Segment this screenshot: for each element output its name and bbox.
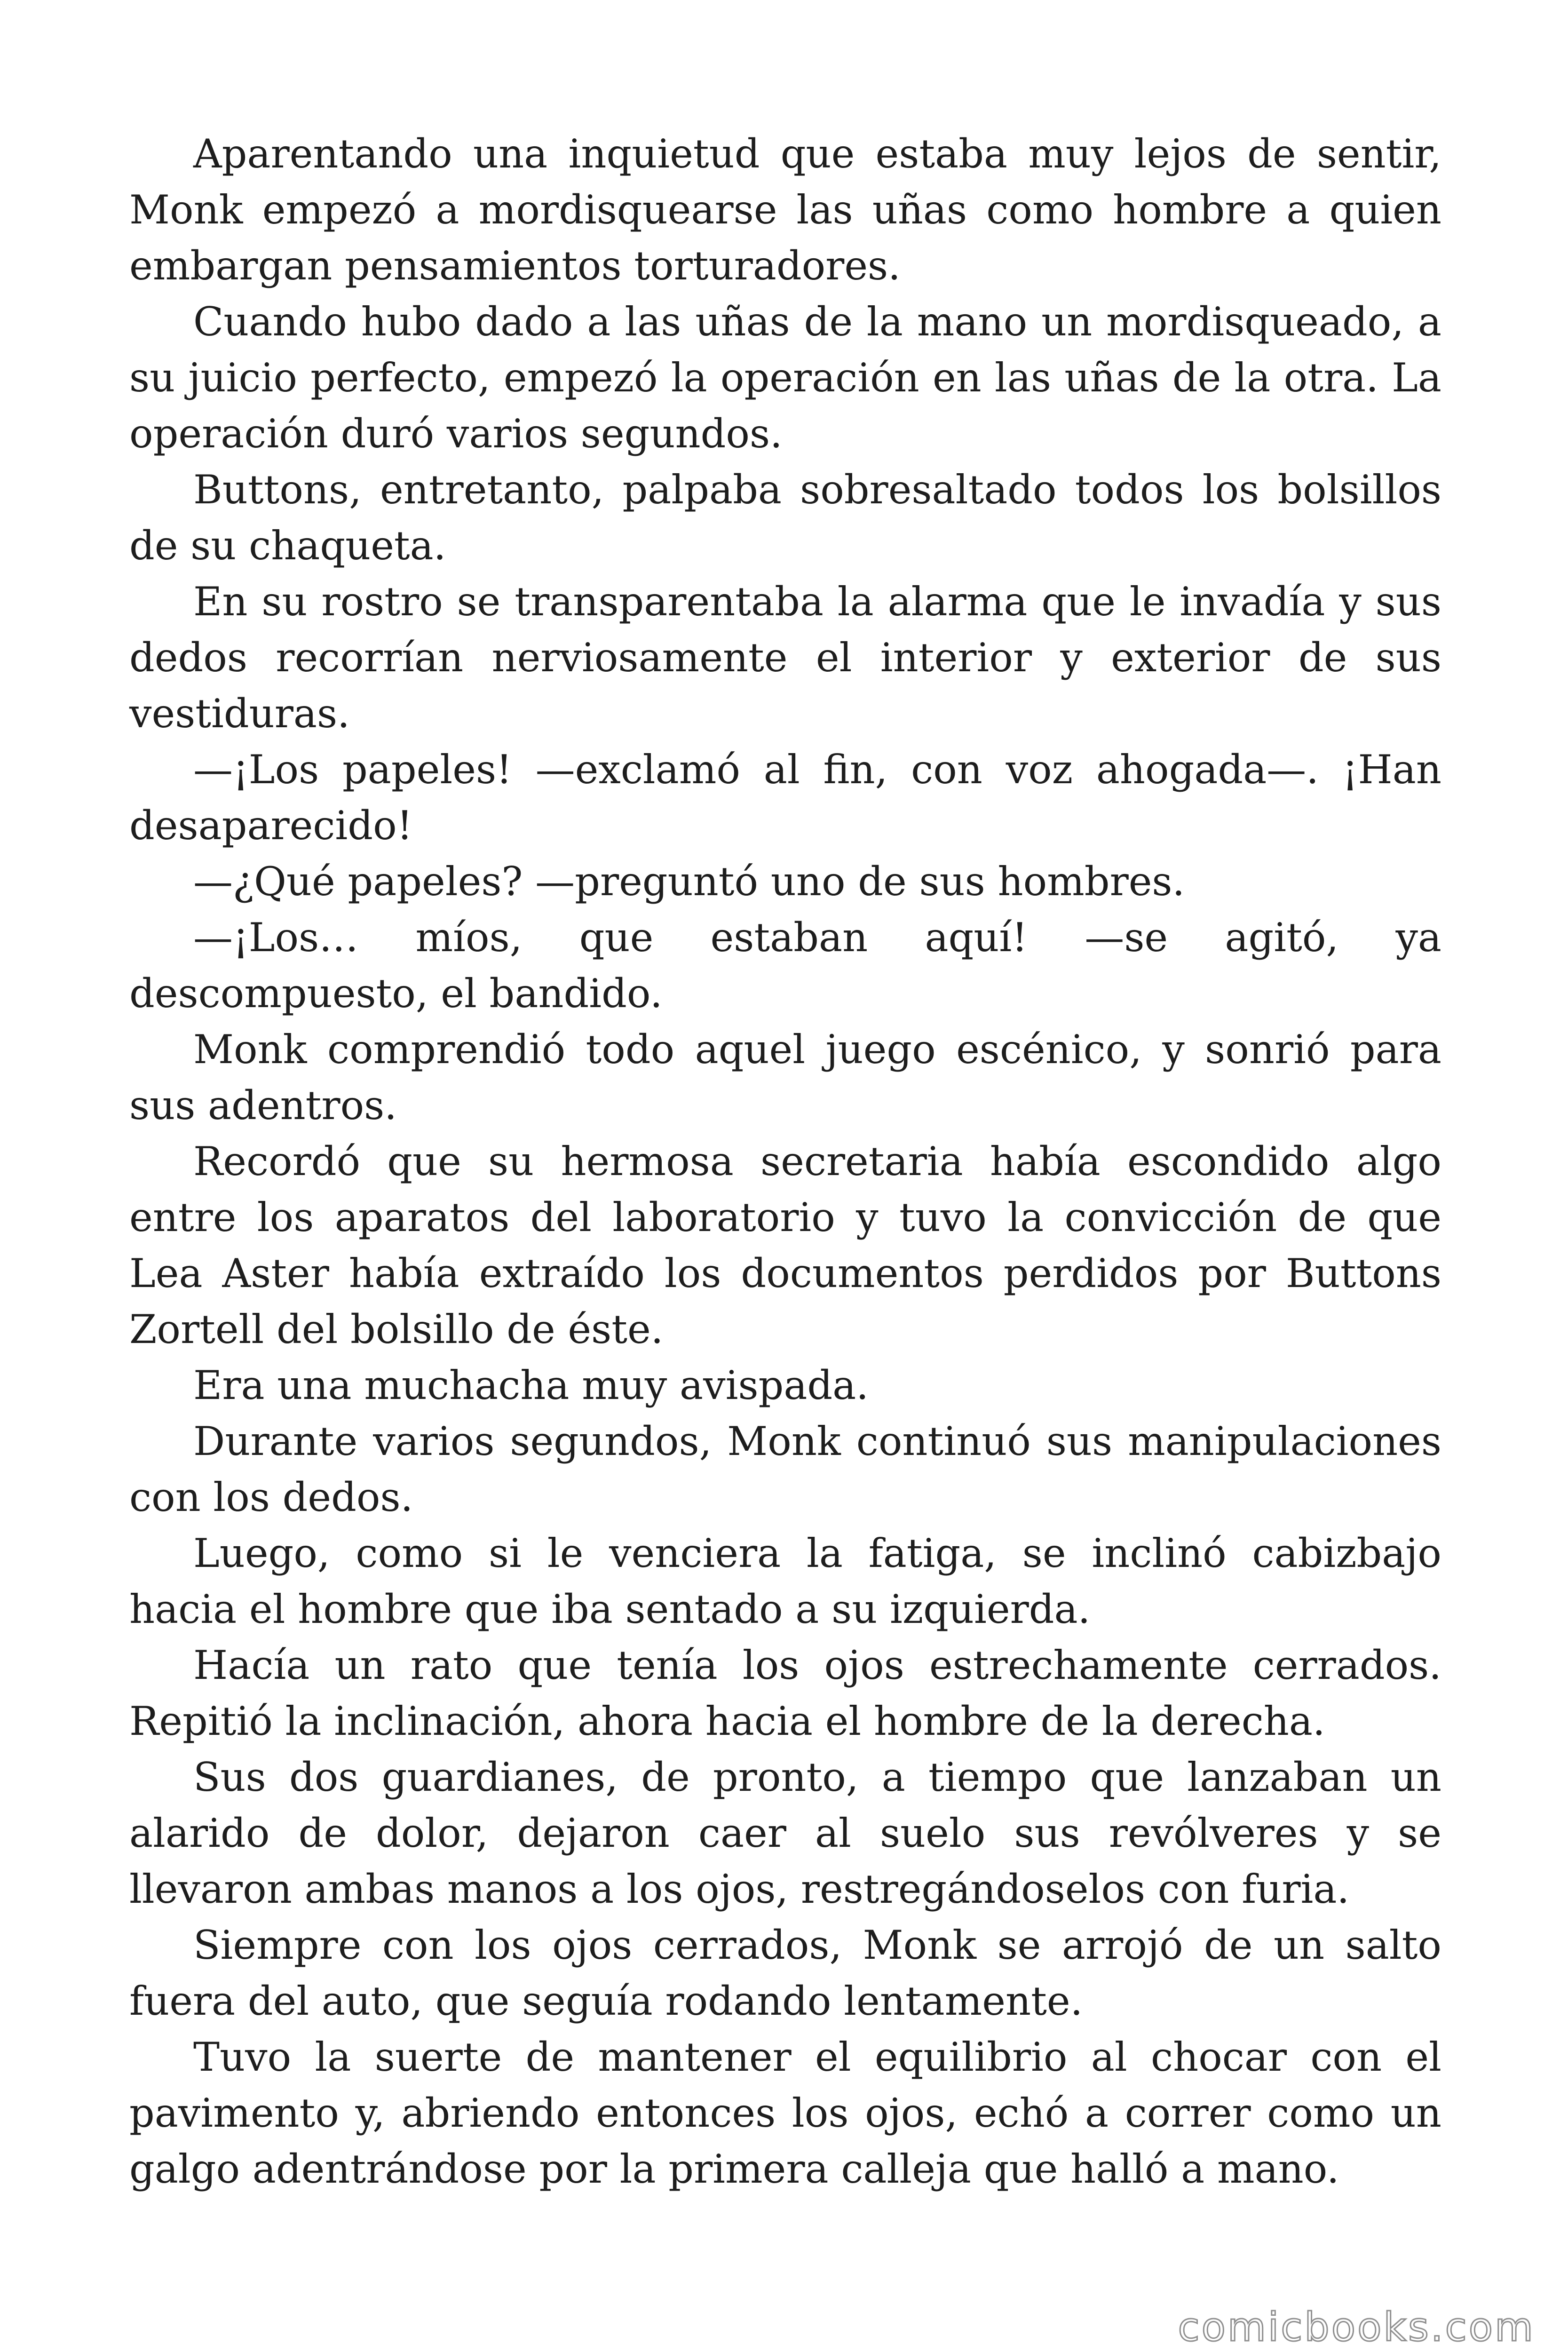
paragraph: —¿Qué papeles? —preguntó uno de sus hombres.: [193, 858, 1185, 905]
paragraph: Tuvo la suerte de mantener el equilibrio al chocar con el pavimento y, abriendo entonces los ojos, echó a correr como un galgo adentrándose por la primera calleja que halló a mano.: [129, 2034, 1441, 2192]
paragraph: —¡Los… míos, que estaban aquí! —se agitó, ya descompuesto, el bandido.: [129, 914, 1441, 1017]
paragraph: Recordó que su hermosa secretaria había escondido algo entre los aparatos del laboratorio y tuvo la convicción de que Lea Aster había extraído los documentos perdidos por Buttons Zortell del bolsillo de éste.: [129, 1138, 1441, 1352]
paragraph: Era una muchacha muy avispada.: [193, 1362, 869, 1408]
paragraph: Durante varios segundos, Monk continuó sus manipulaciones con los dedos.: [129, 1418, 1441, 1520]
paragraph: Luego, como si le venciera la fatiga, se inclinó cabizbajo hacia el hombre que iba sentado a su izquierda.: [129, 1530, 1441, 1632]
paragraph: Aparentando una inquietud que estaba muy lejos de sentir, Monk empezó a mordisquearse las uñas como hombre a quien embargan pensamientos torturadores.: [129, 131, 1441, 289]
paragraph: Buttons, entretanto, palpaba sobresaltado todos los bolsillos de su chaqueta.: [129, 467, 1441, 569]
paragraph: Siempre con los ojos cerrados, Monk se arrojó de un salto fuera del auto, que seguía rodando lentamente.: [129, 1922, 1441, 2024]
paragraph: Sus dos guardianes, de pronto, a tiempo que lanzaban un alarido de dolor, dejaron caer al suelo sus revólveres y se llevaron ambas manos a los ojos, restregándoselos con furia.: [129, 1754, 1441, 1912]
watermark: comicbooks.com: [1178, 2304, 1535, 2350]
paragraph: Monk comprendió todo aquel juego escénico, y sonrió para sus adentros.: [129, 1026, 1441, 1128]
paragraph: Cuando hubo dado a las uñas de la mano un mordisqueado, a su juicio perfecto, empezó la operación en las uñas de la otra. La operación duró varios segundos.: [129, 299, 1441, 457]
page-body-text: [129, 126, 1441, 2197]
paragraph: En su rostro se transparentaba la alarma que le invadía y sus dedos recorrían nerviosamente el interior y exterior de sus vestiduras.: [129, 579, 1441, 737]
paragraph: Hacía un rato que tenía los ojos estrechamente cerrados. Repitió la inclinación, ahora hacia el hombre de la derecha.: [129, 1642, 1441, 1744]
paragraph: —¡Los papeles! —exclamó al fin, con voz ahogada—. ¡Han desaparecido!: [129, 747, 1441, 849]
